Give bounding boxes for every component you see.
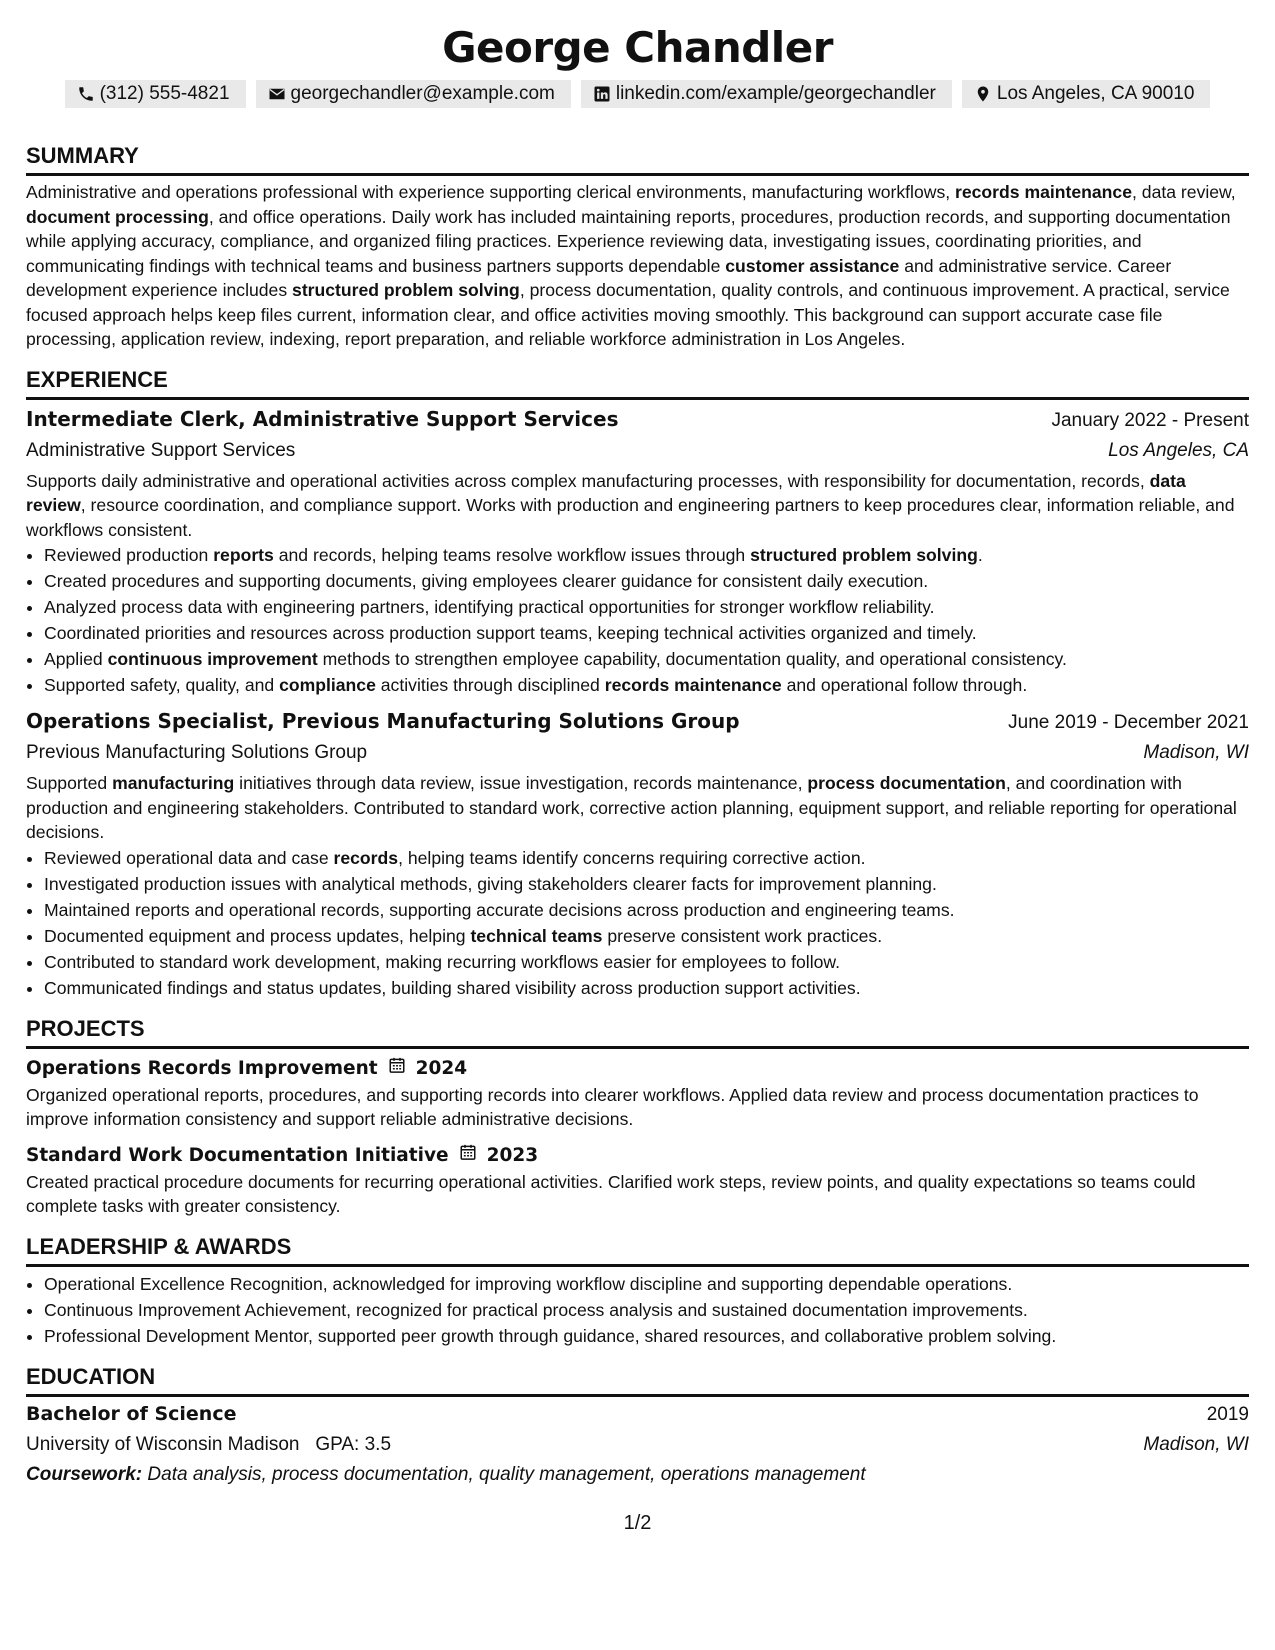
list-item: • Reviewed production reports and records, helping teams resolve workflow issues through structured problem solving. <box>44 542 1249 568</box>
section-divider <box>26 1264 1249 1267</box>
section-divider <box>26 173 1249 176</box>
calendar-icon <box>388 1055 406 1083</box>
project-name: Standard Work Documentation Initiative <box>26 1144 449 1166</box>
project-entry <box>26 1055 1249 1132</box>
linkedin-icon <box>593 85 611 103</box>
section-title-education: EDUCATION <box>26 1363 156 1389</box>
list-item: • Operational Excellence Recognition, acknowledged for improving workflow discipline and supporting dependable operations. <box>44 1271 1249 1297</box>
project-entry <box>26 1142 1249 1219</box>
contact-location-text: Los Angeles, CA 90010 <box>996 83 1195 104</box>
job-title: Intermediate Clerk, Administrative Support Services <box>26 406 619 431</box>
project-year: 2023 <box>486 1144 539 1166</box>
job-dates: January 2022 - Present <box>1051 409 1249 431</box>
section-title-leadership: LEADERSHIP & AWARDS <box>26 1233 292 1259</box>
candidate-name: George Chandler <box>442 23 833 72</box>
section-divider <box>26 1046 1249 1049</box>
contact-email-text: georgechandler@example.com <box>290 83 555 104</box>
contact-phone[interactable] <box>65 80 246 108</box>
job-company: Previous Manufacturing Solutions Group <box>26 742 368 763</box>
project-name: Operations Records Improvement <box>26 1057 378 1079</box>
project-year: 2024 <box>415 1057 468 1079</box>
project-description: Created practical procedure documents for recurring operational activities. Clarified work steps, review points, and quality expectations so teams could complete tasks with greater consistency. <box>26 1171 1196 1216</box>
contact-phone-text: (312) 555-4821 <box>99 83 230 104</box>
contact-location <box>962 80 1211 108</box>
page-number: 1/2 <box>623 1512 652 1534</box>
job-entry <box>26 706 1249 1001</box>
education-section <box>26 1363 1249 1490</box>
contact-bar <box>26 80 1249 108</box>
list-item: • Contributed to standard work development, making recurring workflows easier for employees to follow. <box>44 949 1249 975</box>
list-item: • Reviewed operational data and case records, helping teams identify concerns requiring corrective action. <box>44 845 1249 871</box>
phone-icon <box>77 85 95 103</box>
list-item: • Created procedures and supporting documents, giving employees clearer guidance for consistent daily execution. <box>44 568 1249 594</box>
leadership-section <box>26 1233 1249 1349</box>
section-title-experience: EXPERIENCE <box>26 366 168 392</box>
coursework-text: Data analysis, process documentation, quality management, operations management <box>147 1463 866 1485</box>
contact-linkedin[interactable] <box>581 80 952 108</box>
school-name: University of Wisconsin Madison <box>26 1433 300 1455</box>
project-description: Organized operational reports, procedures, and supporting records into clearer workflows. Applied data review and process documentation practices to improve information consistency and support reliable administrative decisions. <box>26 1084 1199 1129</box>
list-item: • Supported safety, quality, and compliance activities through disciplined records maintenance and operational follow through. <box>44 672 1249 698</box>
coursework <box>26 1460 1249 1490</box>
list-item: • Maintained reports and operational records, supporting accurate decisions across production and engineering teams. <box>44 897 1249 923</box>
resume-page <box>26 20 1249 1490</box>
job-description: Supports daily administrative and operational activities across complex manufacturing processes, with responsibility for documentation, records, data review, resource coordination, and compliance support. Works with production and engineering partners to keep procedures clear, information reliable, and workflows consistent. <box>26 470 1235 540</box>
summary-section <box>26 142 1249 352</box>
job-title: Operations Specialist, Previous Manufacturing Solutions Group <box>26 709 740 733</box>
summary-text: Administrative and operations professional with experience supporting clerical environments, manufacturing workflows, records maintenance, data review, document processing, and office operations. Daily work has included maintaining reports, procedures, production records, and supporting documentation while applying accuracy, compliance, and organized filing practices. Experience reviewing data, investigating issues, coordinating priorities, and communicating findings with technical teams and business partners supports dependable customer assistance and administrative service. Career development experience includes structured problem solving, process documentation, quality controls, and continuous improvement. A practical, service focused approach helps keep files current, information clear, and office activities moving smoothly. This background can support accurate case file processing, application review, indexing, report preparation, and reliable workforce administration in Los Angeles. <box>26 182 1236 349</box>
section-divider <box>26 1394 1249 1397</box>
section-title-projects: PROJECTS <box>26 1015 145 1041</box>
list-item: • Investigated production issues with analytical methods, giving stakeholders clearer facts for improvement planning. <box>44 871 1249 897</box>
list-item: • Professional Development Mentor, supported peer growth through guidance, shared resources, and collaborative problem solving. <box>44 1323 1249 1349</box>
contact-email[interactable] <box>256 80 571 108</box>
job-company: Administrative Support Services <box>26 439 296 461</box>
envelope-icon <box>268 85 286 103</box>
job-entry <box>26 404 1249 699</box>
calendar-icon <box>459 1142 477 1170</box>
job-bullets <box>26 845 1249 1001</box>
list-item: • Coordinated priorities and resources across production support teams, keeping technical activities organized and timely. <box>44 620 1249 646</box>
list-item: • Continuous Improvement Achievement, recognized for practical process analysis and sustained documentation improvements. <box>44 1297 1249 1323</box>
graduation-year: 2019 <box>1206 1403 1249 1425</box>
coursework-label: Coursework: <box>26 1463 143 1485</box>
contact-linkedin-text: linkedin.com/example/georgechandler <box>615 83 936 104</box>
job-bullets <box>26 542 1249 698</box>
list-item: • Analyzed process data with engineering partners, identifying practical opportunities for stronger workflow reliability. <box>44 594 1249 620</box>
section-divider <box>26 397 1249 400</box>
award-list <box>26 1271 1249 1349</box>
projects-section <box>26 1015 1249 1219</box>
section-title-summary: SUMMARY <box>26 143 139 168</box>
job-dates: June 2019 - December 2021 <box>1008 712 1249 733</box>
job-location: Madison, WI <box>1143 742 1249 763</box>
job-location: Los Angeles, CA <box>1108 439 1249 461</box>
degree-name: Bachelor of Science <box>26 1402 237 1425</box>
gpa: GPA: 3.5 <box>315 1433 392 1455</box>
list-item: • Applied continuous improvement methods to strengthen employee capability, documentation quality, and operational consistency. <box>44 646 1249 672</box>
list-item: • Communicated findings and status updates, building shared visibility across production support activities. <box>44 975 1249 1001</box>
experience-section <box>26 366 1249 1001</box>
job-description: Supported manufacturing initiatives through data review, issue investigation, records maintenance, process documentation, and coordination with production and engineering stakeholders. Contributed to standard work, corrective action planning, equipment support, and reliable reporting for operational decisions. <box>26 773 1237 842</box>
school-location: Madison, WI <box>1143 1433 1249 1455</box>
map-pin-icon <box>974 85 992 103</box>
list-item: • Documented equipment and process updates, helping technical teams preserve consistent work practices. <box>44 923 1249 949</box>
